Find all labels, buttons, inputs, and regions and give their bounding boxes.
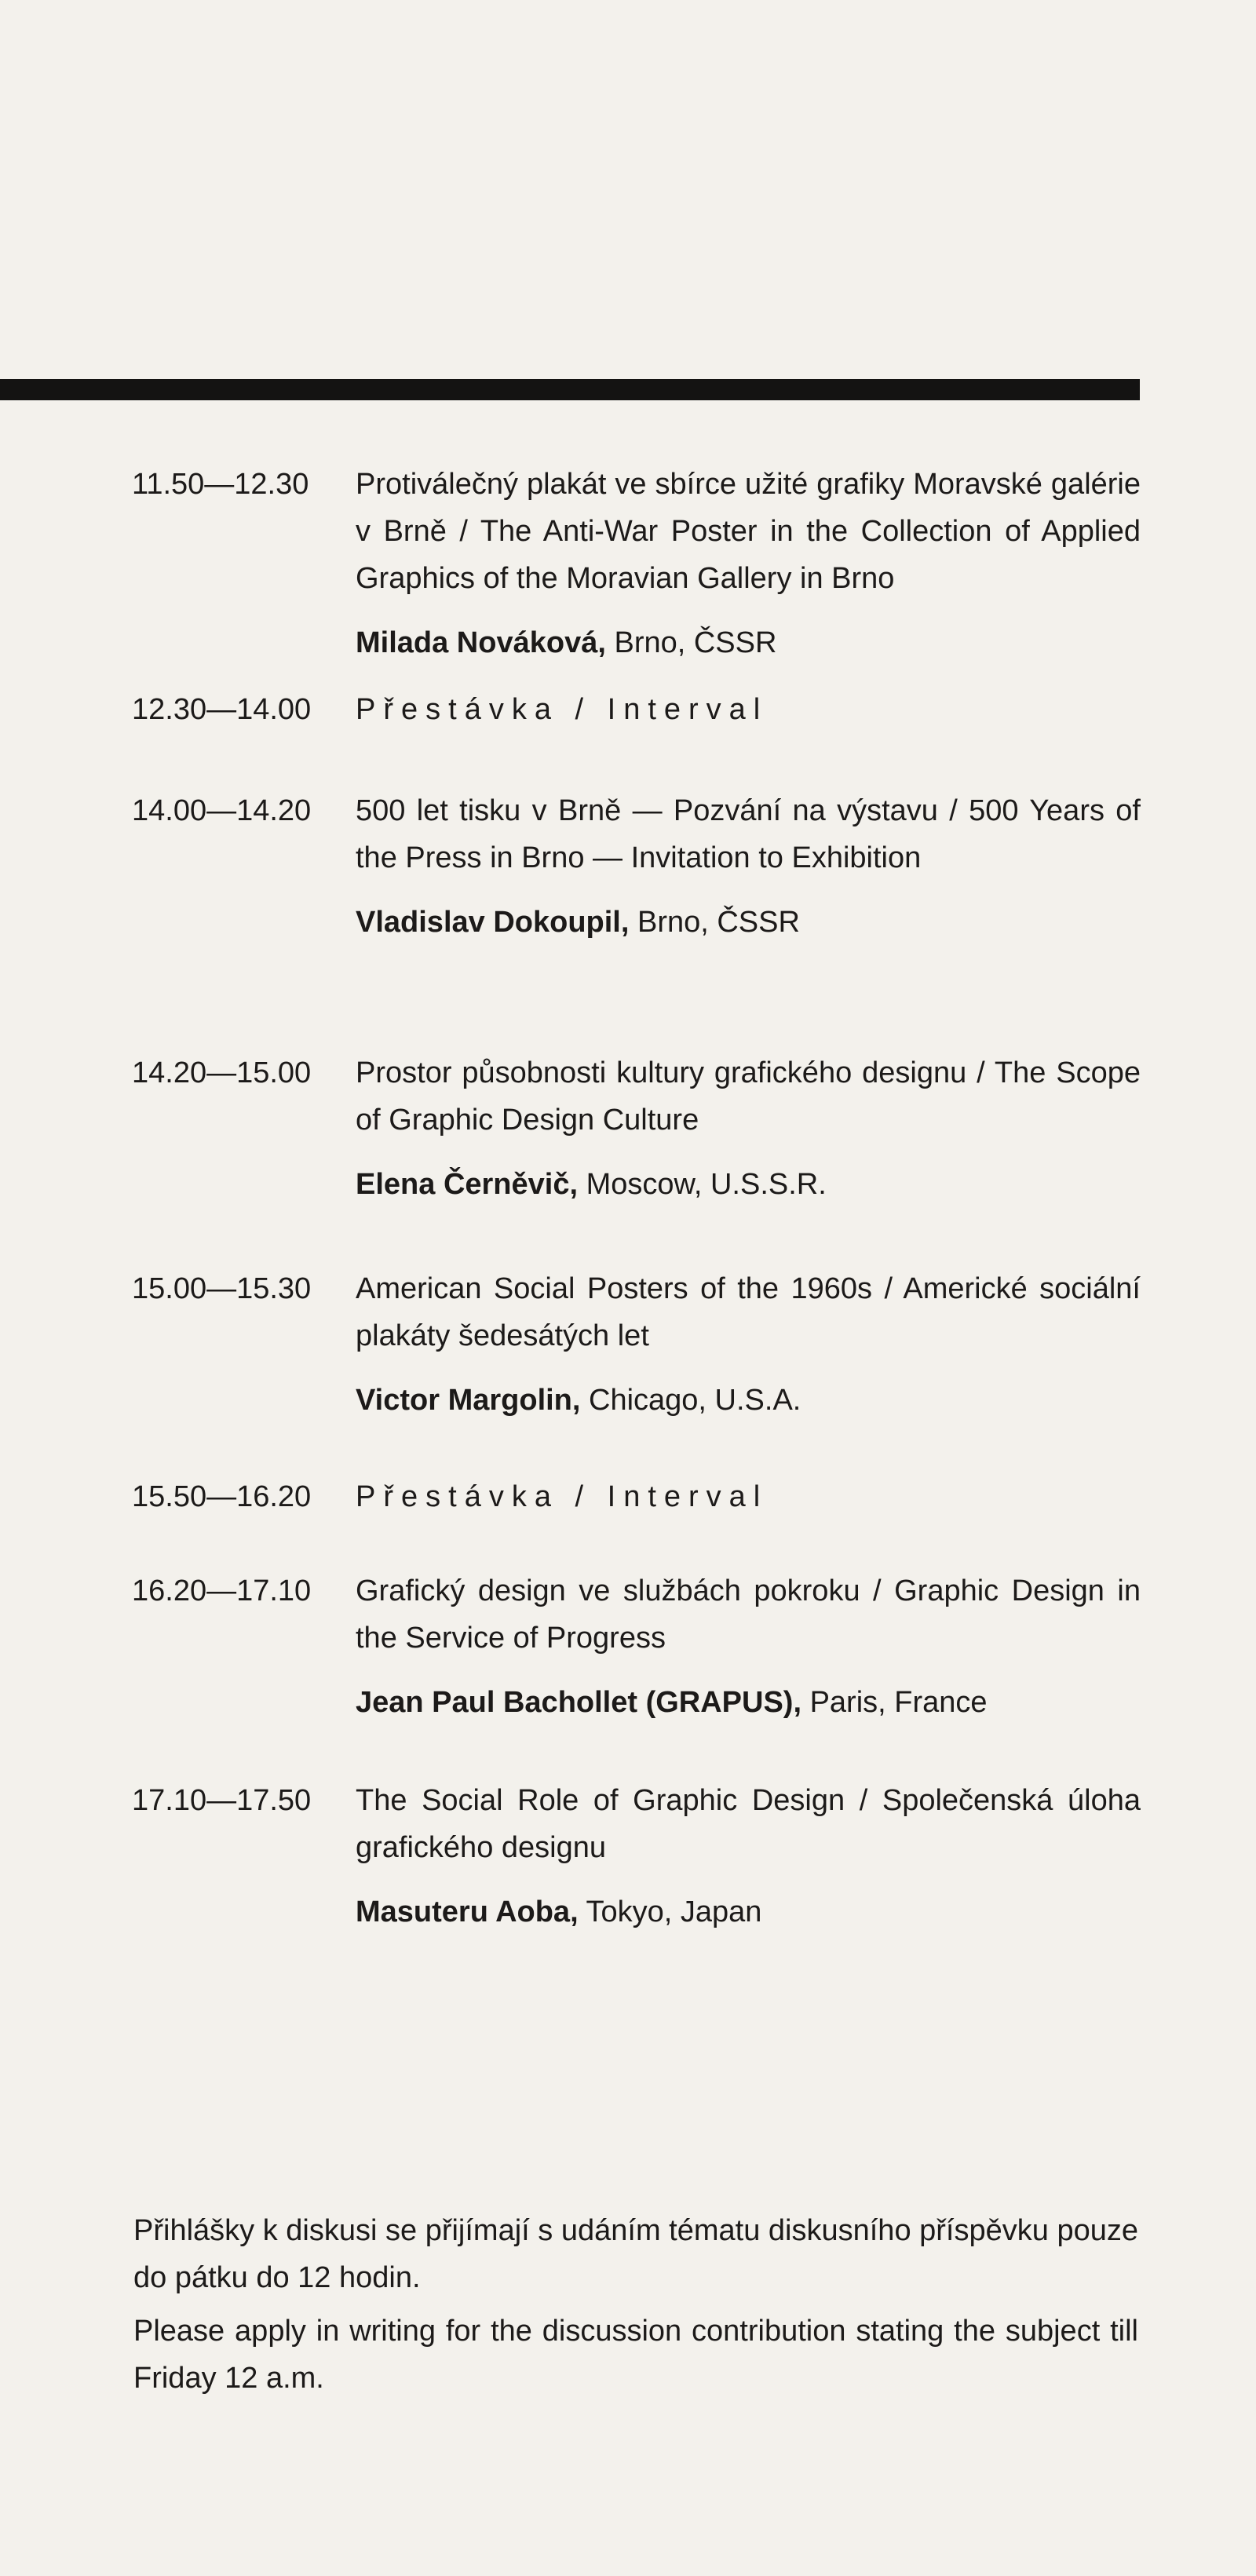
time-slot: 14.00—14.20 xyxy=(132,794,312,827)
program-entry xyxy=(132,787,1145,1049)
note-czech: Přihlášky k diskusi se přijímají s udáním tématu diskusního příspěvku pouze do pátku do 12 hodin. xyxy=(133,2214,1138,2294)
speaker-name: Vladislav Dokoupil, xyxy=(356,906,630,939)
entry-description xyxy=(356,1567,1141,1726)
time-slot: 12.30—14.00 xyxy=(132,693,312,726)
program-schedule xyxy=(132,461,1145,1958)
interval-label: Přestávka / Interval xyxy=(356,1480,769,1513)
speaker-line xyxy=(356,1888,1141,1936)
entry-description xyxy=(356,1473,1141,1520)
program-entry xyxy=(132,1777,1145,1958)
talk-title: Prostor působnosti kultury grafického designu / The Scope of Graphic Design Culture xyxy=(356,1056,1141,1137)
speaker-location: Chicago, U.S.A. xyxy=(589,1384,801,1417)
entry-description xyxy=(356,1777,1141,1936)
interval-label: Přestávka / Interval xyxy=(356,693,769,726)
speaker-line xyxy=(356,619,1141,666)
speaker-line xyxy=(356,1679,1141,1726)
speaker-name: Masuteru Aoba, xyxy=(356,1896,579,1928)
speaker-location: Paris, France xyxy=(809,1686,988,1719)
entry-description xyxy=(356,686,1141,733)
speaker-name: Elena Černěvič, xyxy=(356,1168,579,1201)
speaker-line xyxy=(356,1161,1141,1208)
speaker-line xyxy=(356,899,1141,946)
talk-title: American Social Posters of the 1960s / Americké sociální plakáty šedesátých let xyxy=(356,1272,1141,1352)
program-entry xyxy=(132,1049,1145,1265)
black-rule xyxy=(0,379,1140,400)
speaker-name: Jean Paul Bachollet (GRAPUS), xyxy=(356,1686,802,1719)
interval-entry xyxy=(132,686,1145,787)
talk-title: Protiválečný plakát ve sbírce užité grafiky Moravské galérie v Brně / The Anti-War Poster in the Collection of Applied Graphics of the Moravian Gallery in Brno xyxy=(356,468,1141,595)
time-slot: 14.20—15.00 xyxy=(132,1056,312,1089)
talk-title: 500 let tisku v Brně — Pozvání na výstavu / 500 Years of the Press in Brno — Invitation to Exhibition xyxy=(356,794,1141,874)
note-english: Please apply in writing for the discussion contribution stating the subject till Friday 12 a.m. xyxy=(133,2315,1138,2395)
talk-title: Grafický design ve službách pokroku / Graphic Design in the Service of Progress xyxy=(356,1574,1141,1655)
entry-description xyxy=(356,1265,1141,1424)
time-slot: 11.50—12.30 xyxy=(132,468,309,501)
speaker-line xyxy=(356,1377,1141,1424)
time-slot: 16.20—17.10 xyxy=(132,1574,312,1607)
time-slot: 15.00—15.30 xyxy=(132,1272,312,1305)
time-slot: 17.10—17.50 xyxy=(132,1784,312,1817)
speaker-name: Victor Margolin, xyxy=(356,1384,581,1417)
entry-description xyxy=(356,1049,1141,1208)
entry-description xyxy=(356,787,1141,946)
program-entry xyxy=(132,1567,1145,1777)
talk-title: The Social Role of Graphic Design / Společenská úloha grafického designu xyxy=(356,1784,1141,1864)
time-slot: 15.50—16.20 xyxy=(132,1480,312,1513)
speaker-location: Tokyo, Japan xyxy=(586,1896,762,1928)
interval-entry xyxy=(132,1473,1145,1567)
speaker-location: Brno, ČSSR xyxy=(614,626,777,659)
program-entry xyxy=(132,1265,1145,1473)
speaker-location: Brno, ČSSR xyxy=(637,906,800,939)
speaker-name: Milada Nováková, xyxy=(356,626,606,659)
registration-notes xyxy=(133,2207,1138,2408)
speaker-location: Moscow, U.S.S.R. xyxy=(586,1168,827,1201)
program-entry xyxy=(132,461,1145,686)
entry-description xyxy=(356,461,1141,666)
